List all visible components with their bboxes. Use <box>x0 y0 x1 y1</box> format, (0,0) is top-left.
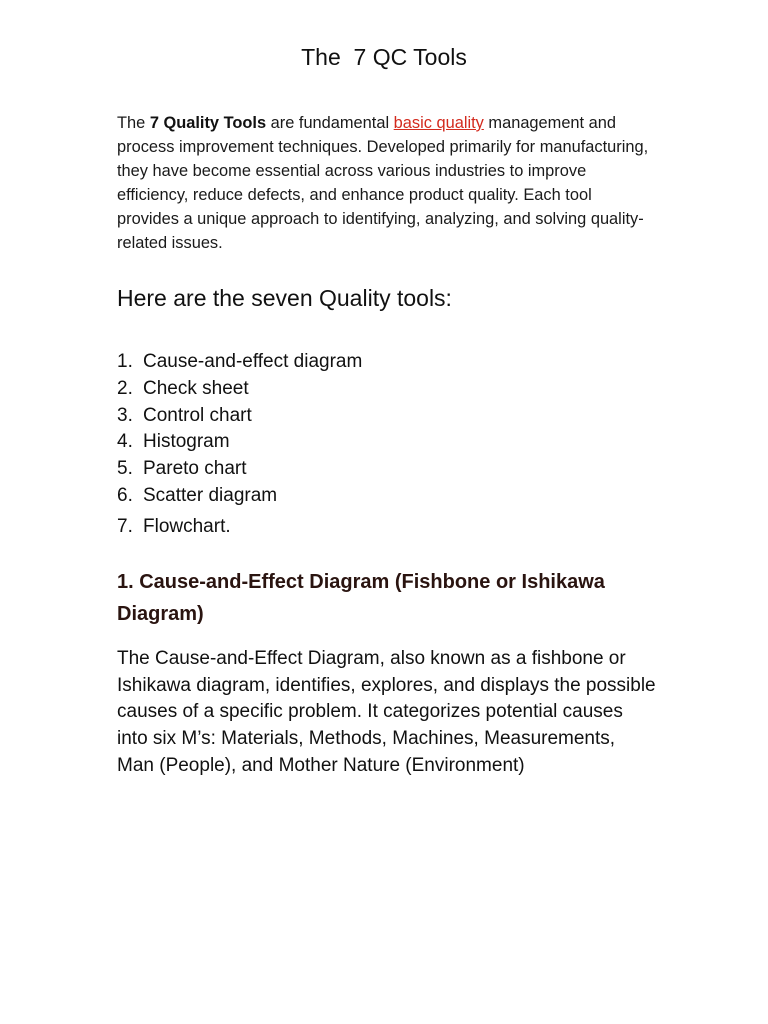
list-item-number: 2. <box>117 377 133 399</box>
intro-suffix: management and process improvement techniques. Developed primarily for manufacturing, they have become essential across various industries to improve efficiency, reduce defects, and enhance product quality. Each tool provides a unique approach to identifying, analyzing, and solving quality-related issues. <box>117 114 649 252</box>
section-body-cause-effect: The Cause-and-Effect Diagram, also known as a fishbone or Ishikawa diagram, identifies, explores, and displays the possible causes of a specific problem. It categorizes potential causes into six M’s: Materials, Methods, Machines, Measurements, Man (People), and Mother Nature (Environment) <box>117 648 656 776</box>
intro-middle: are fundamental <box>266 114 394 132</box>
list-item-label: Scatter diagram <box>143 484 278 506</box>
list-item-label: Flowchart. <box>143 515 231 537</box>
list-item-label: Check sheet <box>143 377 249 399</box>
list-item <box>117 349 362 376</box>
list-item-label: Histogram <box>143 431 230 453</box>
page-title: The 7 QC Tools <box>301 44 467 70</box>
list-item <box>117 403 362 430</box>
intro-paragraph <box>117 111 657 255</box>
list-item-label: Control chart <box>143 404 252 426</box>
list-item-number: 3. <box>117 404 133 426</box>
list-item <box>117 456 362 483</box>
basic-quality-link[interactable]: basic quality <box>393 114 484 132</box>
list-item-number: 6. <box>117 484 133 506</box>
list-item <box>117 483 362 510</box>
intro-prefix: The <box>117 114 150 132</box>
section-heading-cause-effect: 1. Cause-and-Effect Diagram (Fishbone or Ishikawa Diagram) <box>117 571 605 625</box>
list-item-label: Pareto chart <box>143 458 247 480</box>
tools-list-heading: Here are the seven Quality tools: <box>117 285 452 311</box>
tools-list <box>117 349 362 540</box>
list-item <box>117 510 362 540</box>
intro-bold-term: 7 Quality Tools <box>149 114 267 132</box>
list-item-number: 4. <box>117 431 133 453</box>
list-item-label: Cause-and-effect diagram <box>143 351 363 372</box>
list-item-number: 1. <box>117 351 133 372</box>
list-item-number: 5. <box>117 458 133 480</box>
list-item <box>117 429 362 456</box>
list-item-number: 7. <box>117 515 133 537</box>
list-item <box>117 376 362 403</box>
